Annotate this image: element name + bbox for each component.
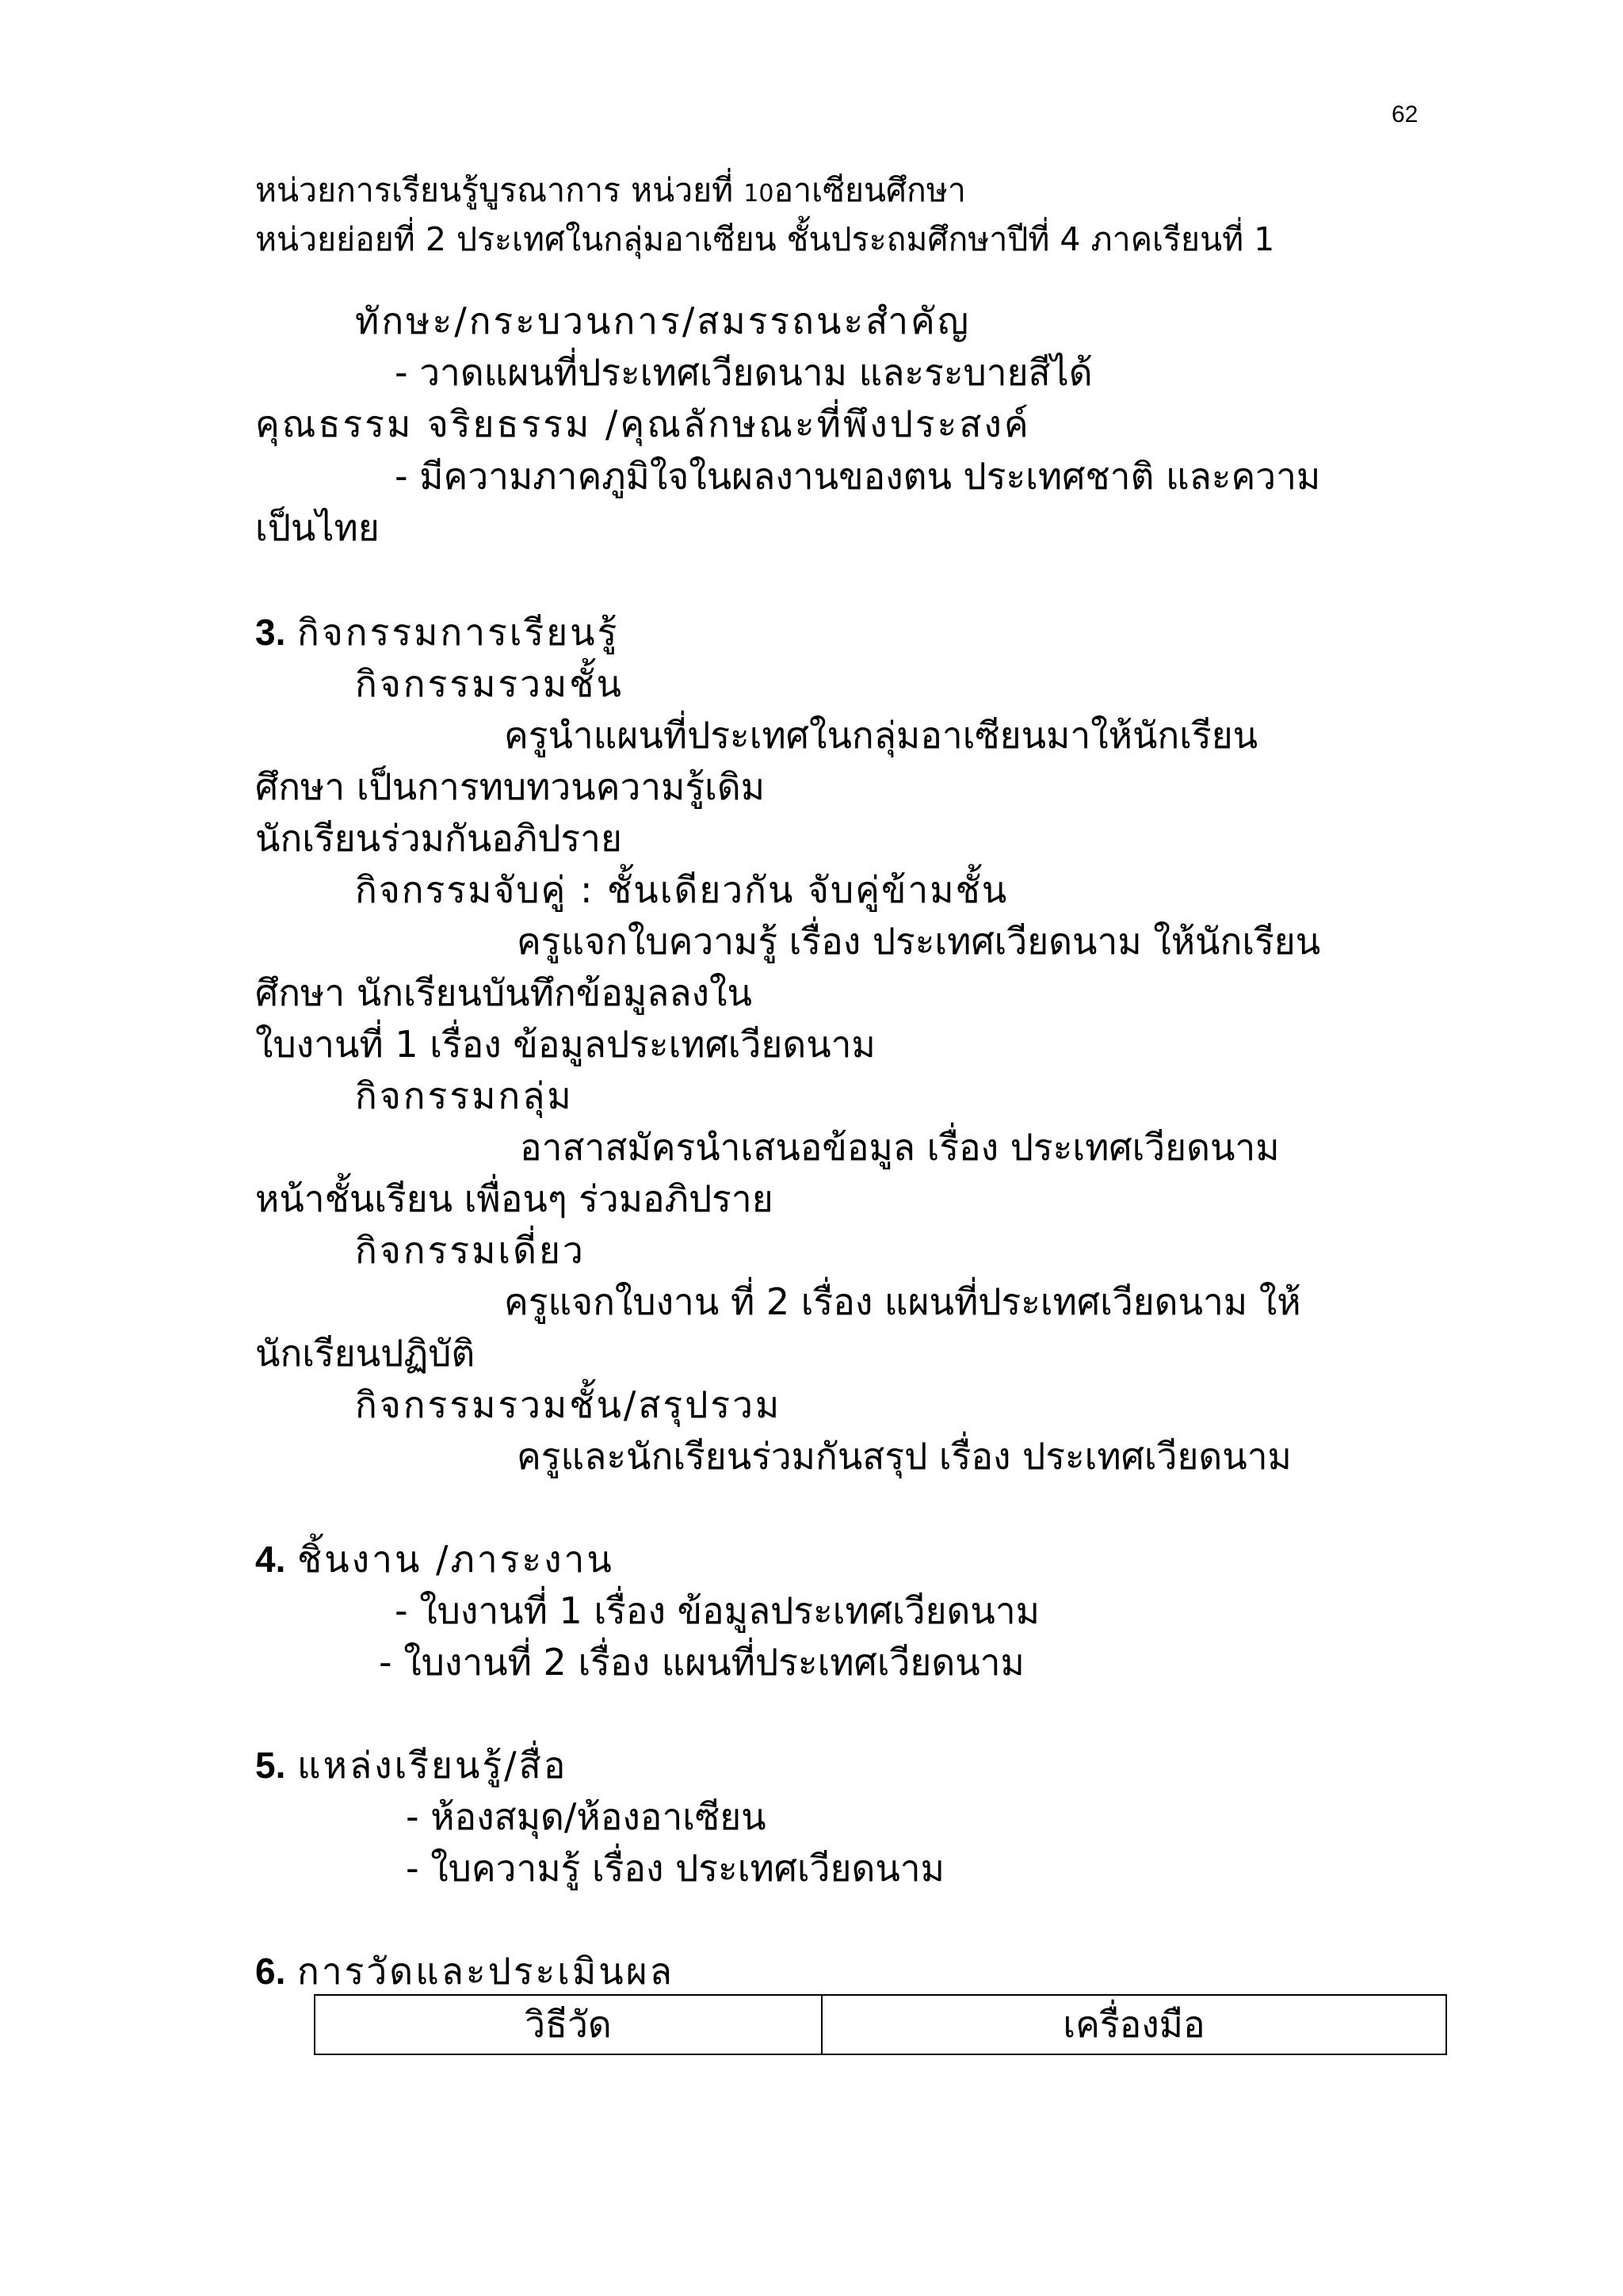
skills-heading: ทักษะ/กระบวนการ/สมรรถนะสำคัญ [355,299,972,342]
section-6-title: การวัดและประเมินผล [297,1950,674,1993]
whole-class-heading: กิจกรรมรวมชั้น [355,662,624,705]
page-number: 62 [1392,101,1419,128]
group-heading: กิจกรรมกลุ่ม [355,1074,574,1117]
pair-line2: ศึกษา นักเรียนบันทึกข้อมูลลงใน [255,971,752,1014]
whole-class-line2: ศึกษา เป็นการทบทวนความรู้เดิม [255,765,766,808]
whole-class-line1: ครูนำแผนที่ประเทศในกลุ่มอาเซียนมาให้นักเรียน [504,714,1258,757]
evaluation-tool-header: เครื่องมือ [822,1995,1446,2054]
section-5-heading [255,1744,568,1787]
pair-heading: กิจกรรมจับคู่ : ชั้นเดียวกัน จับคู่ข้ามชั้น [355,868,1009,911]
skills-item: - วาดแผนที่ประเทศเวียดนาม และระบายสีได้ [395,351,1093,394]
pair-line1: ครูแจกใบความรู้ เรื่อง ประเทศเวียดนาม ให้นักเรียน [517,920,1321,963]
section-3-heading [255,611,620,654]
whole-class-line3: นักเรียนร่วมกันอภิปราย [255,817,622,860]
section-5-number: 5. [255,1745,286,1786]
individual-heading: กิจกรรมเดี่ยว [355,1229,586,1272]
group-line1: อาสาสมัครนำเสนอข้อมูล เรื่อง ประเทศเวียดนาม [520,1126,1280,1169]
group-line2: หน้าชั้นเรียน เพื่อนๆ ร่วมอภิปราย [255,1177,773,1220]
resource-item-1: - ห้องสมุด/ห้องอาเซียน [406,1795,766,1838]
section-6-heading [255,1950,674,1993]
section-4-number: 4. [255,1539,286,1580]
worksheet-item-1: - ใบงานที่ 1 เรื่อง ข้อมูลประเทศเวียดนาม [395,1589,1041,1632]
morals-item-line1: - มีความภาคภูมิใจในผลงานของตน ประเทศชาติ และความ [395,455,1321,498]
individual-line2: นักเรียนปฏิบัติ [255,1332,475,1375]
section-6-number: 6. [255,1951,286,1992]
morals-item-line2: เป็นไทย [255,506,380,549]
evaluation-method-header: วิธีวัด [315,1995,822,2054]
section-4-title: ชิ้นงาน /ภาระงาน [297,1538,614,1581]
header-line-2: หน่วยย่อยที่ 2 ประเทศในกลุ่มอาเซียน ชั้นประถมศึกษาปีที่ 4 ภาคเรียนที่ 1 [255,220,1275,258]
header-unit-suffix: อาเซียนศึกษา [773,171,966,209]
header-line-1 [255,171,966,209]
section-3-title: กิจกรรมการเรียนรู้ [297,611,620,654]
evaluation-table-header-row [315,1995,1446,2054]
header-unit-prefix: หน่วยการเรียนรู้บูรณาการ หน่วยที่ [255,171,734,209]
pair-line3: ใบงานที่ 1 เรื่อง ข้อมูลประเทศเวียดนาม [255,1023,876,1066]
header-unit-number: 10 [743,180,774,208]
individual-line1: ครูแจกใบงาน ที่ 2 เรื่อง แผนที่ประเทศเวียดนาม ให้ [504,1280,1301,1323]
summary-line1: ครูและนักเรียนร่วมกันสรุป เรื่อง ประเทศเวียดนาม [517,1435,1292,1478]
morals-heading: คุณธรรม จริยธรรม /คุณลักษณะที่พึงประสงค์ [255,402,1031,445]
section-3-number: 3. [255,612,286,653]
section-5-title: แหล่งเรียนรู้/สื่อ [297,1744,568,1787]
section-4-heading [255,1538,614,1581]
summary-heading: กิจกรรมรวมชั้น/สรุปรวม [355,1383,782,1426]
worksheet-item-2: - ใบงานที่ 2 เรื่อง แผนที่ประเทศเวียดนาม [379,1641,1025,1684]
evaluation-table [314,1994,1447,2055]
resource-item-2: - ใบความรู้ เรื่อง ประเทศเวียดนาม [406,1847,945,1890]
